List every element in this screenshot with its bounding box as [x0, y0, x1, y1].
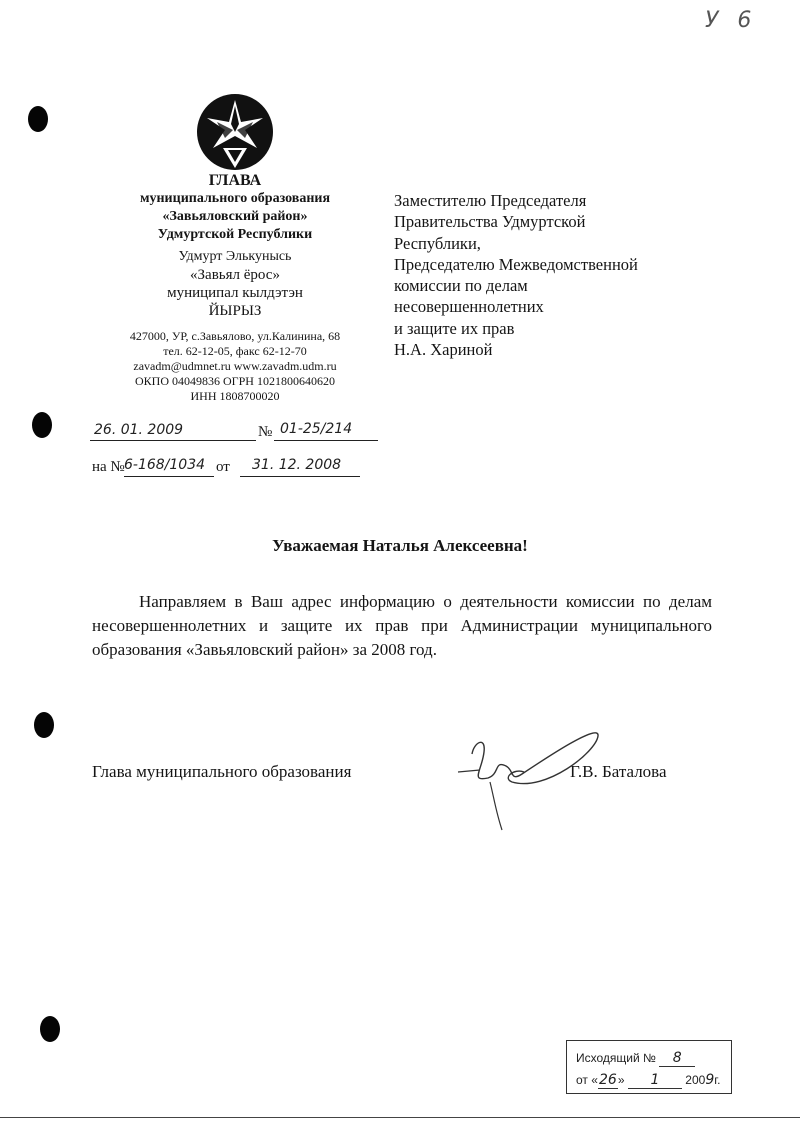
reference-date: 31. 12. 2008 [252, 457, 342, 473]
letterhead-glava: ГЛАВА [208, 172, 262, 189]
punch-hole [28, 106, 48, 132]
stamp-label: от « [576, 1073, 598, 1087]
emblem-logo-icon [195, 92, 275, 172]
signatory-name: Г.В. Баталова [570, 762, 667, 781]
reference-prefix: на № [92, 459, 125, 475]
letter-body: Направляем в Ваш адрес информацию о деятельности комиссии по делам несовершеннолетних и защите их прав при Администрации муниципального образования «Завьяловский район» за 2008 год. [92, 592, 712, 659]
punch-hole [34, 712, 54, 738]
punch-hole [40, 1016, 60, 1042]
stamp-month: 1 [628, 1072, 682, 1089]
page-bottom-edge [0, 1117, 800, 1118]
letterhead-org-line2: «Завьяловский район» [162, 209, 308, 224]
addressee-line: Заместителю Председателя [394, 191, 587, 210]
letterhead [80, 92, 390, 404]
outgoing-registration-stamp [566, 1040, 732, 1094]
letterhead-udm-line2: «Завьял ёрос» [190, 267, 280, 283]
date-underline [90, 440, 256, 441]
corner-handwritten-mark: У 6 [705, 8, 758, 33]
stamp-row-number [576, 1050, 695, 1067]
addressee-line: Председателю Межведомственной [394, 254, 638, 274]
number-underline [274, 440, 378, 441]
addressee-line: несовершеннолетних [394, 297, 544, 317]
addressee-line: Правительства Удмуртской [394, 212, 586, 232]
addressee-line: Республики, [394, 233, 481, 253]
letterhead-address: 427000, УР, с.Завьялово, ул.Калинина, 68 [129, 329, 341, 343]
letterhead-web: zavadm@udmnet.ru www.zavadm.udm.ru [133, 359, 337, 373]
stamp-label: Исходящий № [576, 1051, 656, 1065]
stamp-row-date [576, 1072, 721, 1089]
stamp-year-end: г. [714, 1073, 721, 1087]
outgoing-number-prefix: № [258, 424, 273, 440]
stamp-year-suffix: 9 [705, 1072, 715, 1088]
stamp-label: » [617, 1073, 625, 1087]
ref-date-underline [240, 476, 360, 477]
greeting: Уважаемая Наталья Алексеевна! [272, 536, 528, 555]
stamp-number: 8 [659, 1050, 695, 1067]
addressee-block [394, 190, 714, 360]
letterhead-udm-line1: Удмурт Элькунысь [178, 249, 292, 264]
letterhead-udm-title: ЙЫРЫЗ [208, 303, 262, 319]
addressee-line: комиссии по делам [394, 276, 528, 296]
letterhead-org-line1: муниципального образования [139, 191, 331, 206]
reference-from: от [216, 459, 230, 475]
addressee-name: Н.А. Хариной [394, 340, 493, 360]
stamp-day: 26 [599, 1072, 617, 1088]
letterhead-org-line3: Удмуртской Республики [157, 227, 313, 242]
addressee-line: и защите их прав [394, 318, 515, 338]
letterhead-inn: ИНН 1808700020 [190, 389, 280, 403]
stamp-year-prefix: 200 [685, 1073, 706, 1087]
letterhead-okpo: ОКПО 04049836 ОГРН 1021800640620 [135, 374, 335, 388]
punch-hole [32, 412, 52, 438]
letterhead-udm-line3: муниципал кылдэтэн [167, 285, 303, 301]
ref-number-underline [124, 476, 214, 477]
outgoing-number: 01-25/214 [280, 421, 353, 437]
letterhead-phones: тел. 62-12-05, факс 62-12-70 [163, 344, 307, 358]
reference-number: 6-168/1034 [124, 457, 206, 473]
signature-title: Глава муниципального образования [92, 762, 352, 781]
outgoing-date: 26. 01. 2009 [94, 422, 184, 438]
